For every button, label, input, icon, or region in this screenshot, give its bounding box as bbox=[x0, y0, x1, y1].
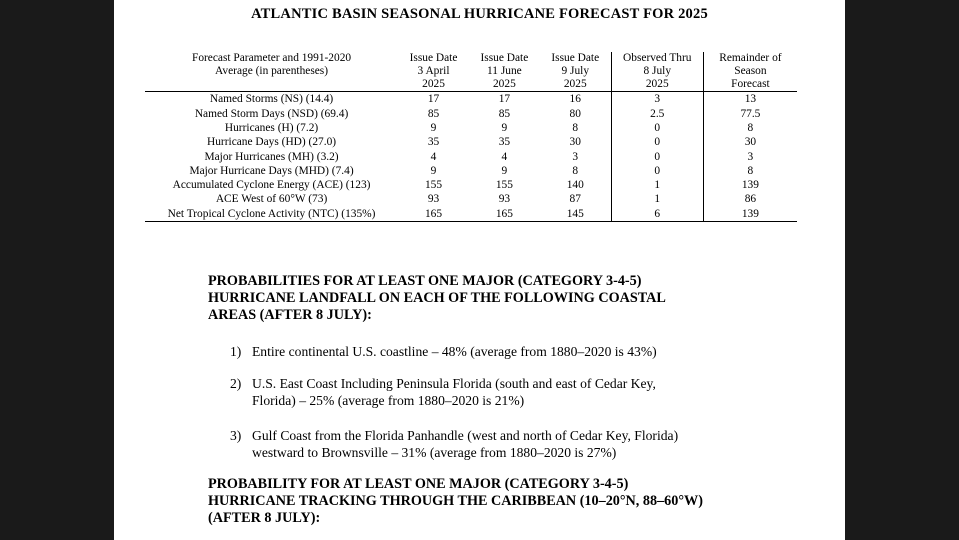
value-observed: 1 bbox=[611, 192, 703, 206]
caribbean-heading: PROBABILITY FOR AT LEAST ONE MAJOR (CATEGORY 3-4-5) HURRICANE TRACKING THROUGH THE CARIBBEAN (10–20°N, 88–60°W) (AFTER 8 JULY): bbox=[208, 476, 703, 526]
list-item-number: 2) bbox=[230, 376, 242, 391]
value-observed: 0 bbox=[611, 121, 703, 135]
forecast-table bbox=[145, 52, 797, 222]
value-remainder: 77.5 bbox=[703, 107, 797, 121]
table-header-row bbox=[145, 52, 797, 92]
table-row bbox=[145, 178, 797, 192]
value-remainder: 30 bbox=[703, 135, 797, 149]
value-remainder: 86 bbox=[703, 192, 797, 206]
value-remainder: 139 bbox=[703, 207, 797, 222]
value-11-june: 35 bbox=[498, 136, 511, 149]
value-11-june: 9 bbox=[501, 121, 508, 134]
header-remainder-of-season: Remainder of Season Forecast bbox=[703, 52, 797, 92]
value-3-april: 9 bbox=[430, 164, 437, 177]
value-11-june: 17 bbox=[498, 93, 511, 106]
table-row bbox=[145, 150, 797, 164]
value-observed: 0 bbox=[611, 135, 703, 149]
value-9-july: 16 bbox=[569, 93, 581, 106]
value-9-july: 80 bbox=[569, 107, 581, 120]
value-remainder: 3 bbox=[703, 150, 797, 164]
value-11-june: 165 bbox=[469, 207, 540, 222]
value-9-july: 140 bbox=[566, 179, 584, 192]
value-remainder: 139 bbox=[703, 178, 797, 192]
table-row bbox=[145, 92, 797, 107]
left-margin bbox=[0, 0, 114, 540]
value-observed: 0 bbox=[611, 150, 703, 164]
list-item-text: Gulf Coast from the Florida Panhandle (west and north of Cedar Key, Florida) westward to Brownsville – 31% (average from 1880–2020 is 27%) bbox=[252, 428, 679, 460]
header-forecast-parameter: Forecast Parameter and 1991-2020 Average (in parentheses) bbox=[191, 52, 352, 77]
table-row bbox=[145, 135, 797, 149]
table-row bbox=[145, 107, 797, 121]
row-param: Hurricanes (H) (7.2) bbox=[224, 121, 319, 134]
value-3-april: 4 bbox=[430, 150, 437, 163]
value-3-april: 9 bbox=[430, 121, 437, 134]
table-row bbox=[145, 164, 797, 178]
list-item-text: Entire continental U.S. coastline – 48% (average from 1880–2020 is 43%) bbox=[252, 344, 657, 359]
header-issue-9-july: Issue Date 9 July 2025 bbox=[551, 52, 600, 90]
header-issue-3-april: Issue Date 3 April 2025 bbox=[409, 52, 458, 90]
value-3-april: 155 bbox=[424, 179, 443, 192]
page-title: ATLANTIC BASIN SEASONAL HURRICANE FORECAST FOR 2025 bbox=[251, 6, 708, 22]
row-param: Major Hurricane Days (MHD) (7.4) bbox=[189, 164, 354, 177]
table-row bbox=[145, 192, 797, 206]
value-3-april: 35 bbox=[427, 136, 440, 149]
row-param: Hurricane Days (HD) (27.0) bbox=[207, 136, 337, 149]
value-remainder: 8 bbox=[703, 121, 797, 135]
row-param: Accumulated Cyclone Energy (ACE) (123) bbox=[172, 179, 371, 192]
header-issue-11-june: Issue Date 11 June 2025 bbox=[480, 52, 529, 90]
value-observed: 1 bbox=[611, 178, 703, 192]
value-11-june: 85 bbox=[498, 107, 511, 120]
value-3-april: 85 bbox=[427, 107, 440, 120]
value-remainder: 13 bbox=[703, 92, 797, 107]
value-11-june: 4 bbox=[501, 150, 508, 163]
value-observed: 3 bbox=[611, 92, 703, 107]
row-param: Major Hurricanes (MH) (3.2) bbox=[204, 150, 339, 163]
table-row bbox=[145, 121, 797, 135]
list-item-number: 3) bbox=[230, 428, 242, 443]
value-11-june: 155 bbox=[495, 179, 513, 192]
row-param: Named Storms (NS) (14.4) bbox=[209, 93, 334, 106]
value-9-july: 3 bbox=[572, 150, 579, 163]
list-item-number: 1) bbox=[230, 344, 242, 359]
value-3-april: 17 bbox=[427, 93, 440, 106]
header-observed-thru: Observed Thru 8 July 2025 bbox=[611, 52, 703, 92]
value-9-july: 30 bbox=[569, 136, 581, 149]
value-observed: 2.5 bbox=[611, 107, 703, 121]
value-3-april: 93 bbox=[427, 193, 440, 206]
value-9-july: 87 bbox=[569, 193, 581, 206]
value-9-july: 8 bbox=[572, 121, 579, 134]
document-page bbox=[114, 0, 845, 540]
list-item-text: U.S. East Coast Including Peninsula Florida (south and east of Cedar Key, Florida) – 25% (average from 1880–2020 is 21%) bbox=[252, 376, 656, 408]
table-row bbox=[145, 207, 797, 222]
value-11-june: 9 bbox=[501, 164, 508, 177]
value-11-june: 93 bbox=[498, 193, 511, 206]
value-observed: 6 bbox=[611, 207, 703, 222]
row-param: Named Storm Days (NSD) (69.4) bbox=[194, 107, 349, 120]
value-remainder: 8 bbox=[703, 164, 797, 178]
row-param: ACE West of 60°W (73) bbox=[215, 193, 328, 206]
landfall-heading: PROBABILITIES FOR AT LEAST ONE MAJOR (CATEGORY 3-4-5) HURRICANE LANDFALL ON EACH OF THE FOLLOWING COASTAL AREAS (AFTER 8 JULY): bbox=[208, 273, 666, 323]
value-observed: 0 bbox=[611, 164, 703, 178]
value-9-july: 145 bbox=[540, 207, 611, 222]
right-margin bbox=[845, 0, 959, 540]
value-3-april: 165 bbox=[398, 207, 469, 222]
value-9-july: 8 bbox=[572, 164, 579, 177]
row-param: Net Tropical Cyclone Activity (NTC) (135%) bbox=[145, 207, 398, 222]
